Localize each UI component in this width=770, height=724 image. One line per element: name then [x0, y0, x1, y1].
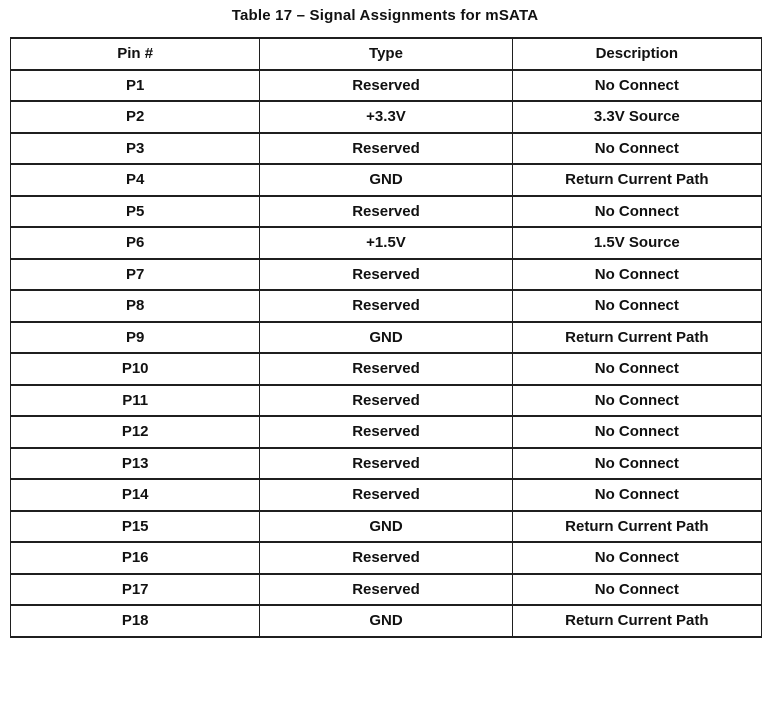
description-cell: No Connect — [512, 542, 761, 574]
pin-cell: P2 — [11, 101, 260, 133]
type-cell: Reserved — [260, 353, 512, 385]
type-cell: GND — [260, 164, 512, 196]
column-header-description: Description — [512, 38, 761, 70]
type-cell: Reserved — [260, 479, 512, 511]
table-row — [11, 164, 762, 196]
table-row — [11, 385, 762, 417]
description-cell: Return Current Path — [512, 511, 761, 543]
table-row — [11, 353, 762, 385]
type-cell: GND — [260, 605, 512, 637]
table-row — [11, 574, 762, 606]
column-header-pin: Pin # — [11, 38, 260, 70]
type-cell: +1.5V — [260, 227, 512, 259]
description-cell: No Connect — [512, 448, 761, 480]
description-cell: No Connect — [512, 259, 761, 291]
table-row — [11, 101, 762, 133]
description-cell: No Connect — [512, 70, 761, 102]
type-cell: Reserved — [260, 290, 512, 322]
description-cell: No Connect — [512, 385, 761, 417]
table-row — [11, 227, 762, 259]
table-row — [11, 133, 762, 165]
pin-cell: P14 — [11, 479, 260, 511]
table-row — [11, 416, 762, 448]
column-header-type: Type — [260, 38, 512, 70]
pin-cell: P18 — [11, 605, 260, 637]
description-cell: No Connect — [512, 479, 761, 511]
type-cell: Reserved — [260, 259, 512, 291]
description-cell: No Connect — [512, 133, 761, 165]
type-cell: GND — [260, 322, 512, 354]
pin-cell: P12 — [11, 416, 260, 448]
type-cell: Reserved — [260, 133, 512, 165]
description-cell: Return Current Path — [512, 322, 761, 354]
pin-cell: P9 — [11, 322, 260, 354]
type-cell: Reserved — [260, 70, 512, 102]
table-row — [11, 542, 762, 574]
signal-assignments-table — [10, 37, 762, 638]
table-row — [11, 511, 762, 543]
pin-cell: P3 — [11, 133, 260, 165]
table-row — [11, 448, 762, 480]
table-row — [11, 605, 762, 637]
type-cell: Reserved — [260, 448, 512, 480]
table-row — [11, 70, 762, 102]
pin-cell: P7 — [11, 259, 260, 291]
table-caption: Table 17 – Signal Assignments for mSATA — [231, 7, 539, 24]
description-cell: Return Current Path — [512, 164, 761, 196]
type-cell: GND — [260, 511, 512, 543]
pin-cell: P4 — [11, 164, 260, 196]
description-cell: Return Current Path — [512, 605, 761, 637]
description-cell: No Connect — [512, 290, 761, 322]
description-cell: No Connect — [512, 574, 761, 606]
type-cell: +3.3V — [260, 101, 512, 133]
pin-cell: P1 — [11, 70, 260, 102]
type-cell: Reserved — [260, 385, 512, 417]
table-row — [11, 322, 762, 354]
description-cell: No Connect — [512, 416, 761, 448]
table-body — [11, 70, 762, 637]
pin-cell: P11 — [11, 385, 260, 417]
pin-cell: P17 — [11, 574, 260, 606]
pin-cell: P15 — [11, 511, 260, 543]
table-row — [11, 290, 762, 322]
pin-cell: P5 — [11, 196, 260, 228]
type-cell: Reserved — [260, 416, 512, 448]
pin-cell: P13 — [11, 448, 260, 480]
table-row — [11, 479, 762, 511]
table-row — [11, 259, 762, 291]
pin-cell: P8 — [11, 290, 260, 322]
type-cell: Reserved — [260, 574, 512, 606]
description-cell: No Connect — [512, 196, 761, 228]
pin-cell: P16 — [11, 542, 260, 574]
description-cell: 1.5V Source — [512, 227, 761, 259]
type-cell: Reserved — [260, 196, 512, 228]
pin-cell: P6 — [11, 227, 260, 259]
header-row — [11, 38, 762, 70]
description-cell: No Connect — [512, 353, 761, 385]
type-cell: Reserved — [260, 542, 512, 574]
table-row — [11, 196, 762, 228]
description-cell: 3.3V Source — [512, 101, 761, 133]
pin-cell: P10 — [11, 353, 260, 385]
table-header — [11, 38, 762, 70]
